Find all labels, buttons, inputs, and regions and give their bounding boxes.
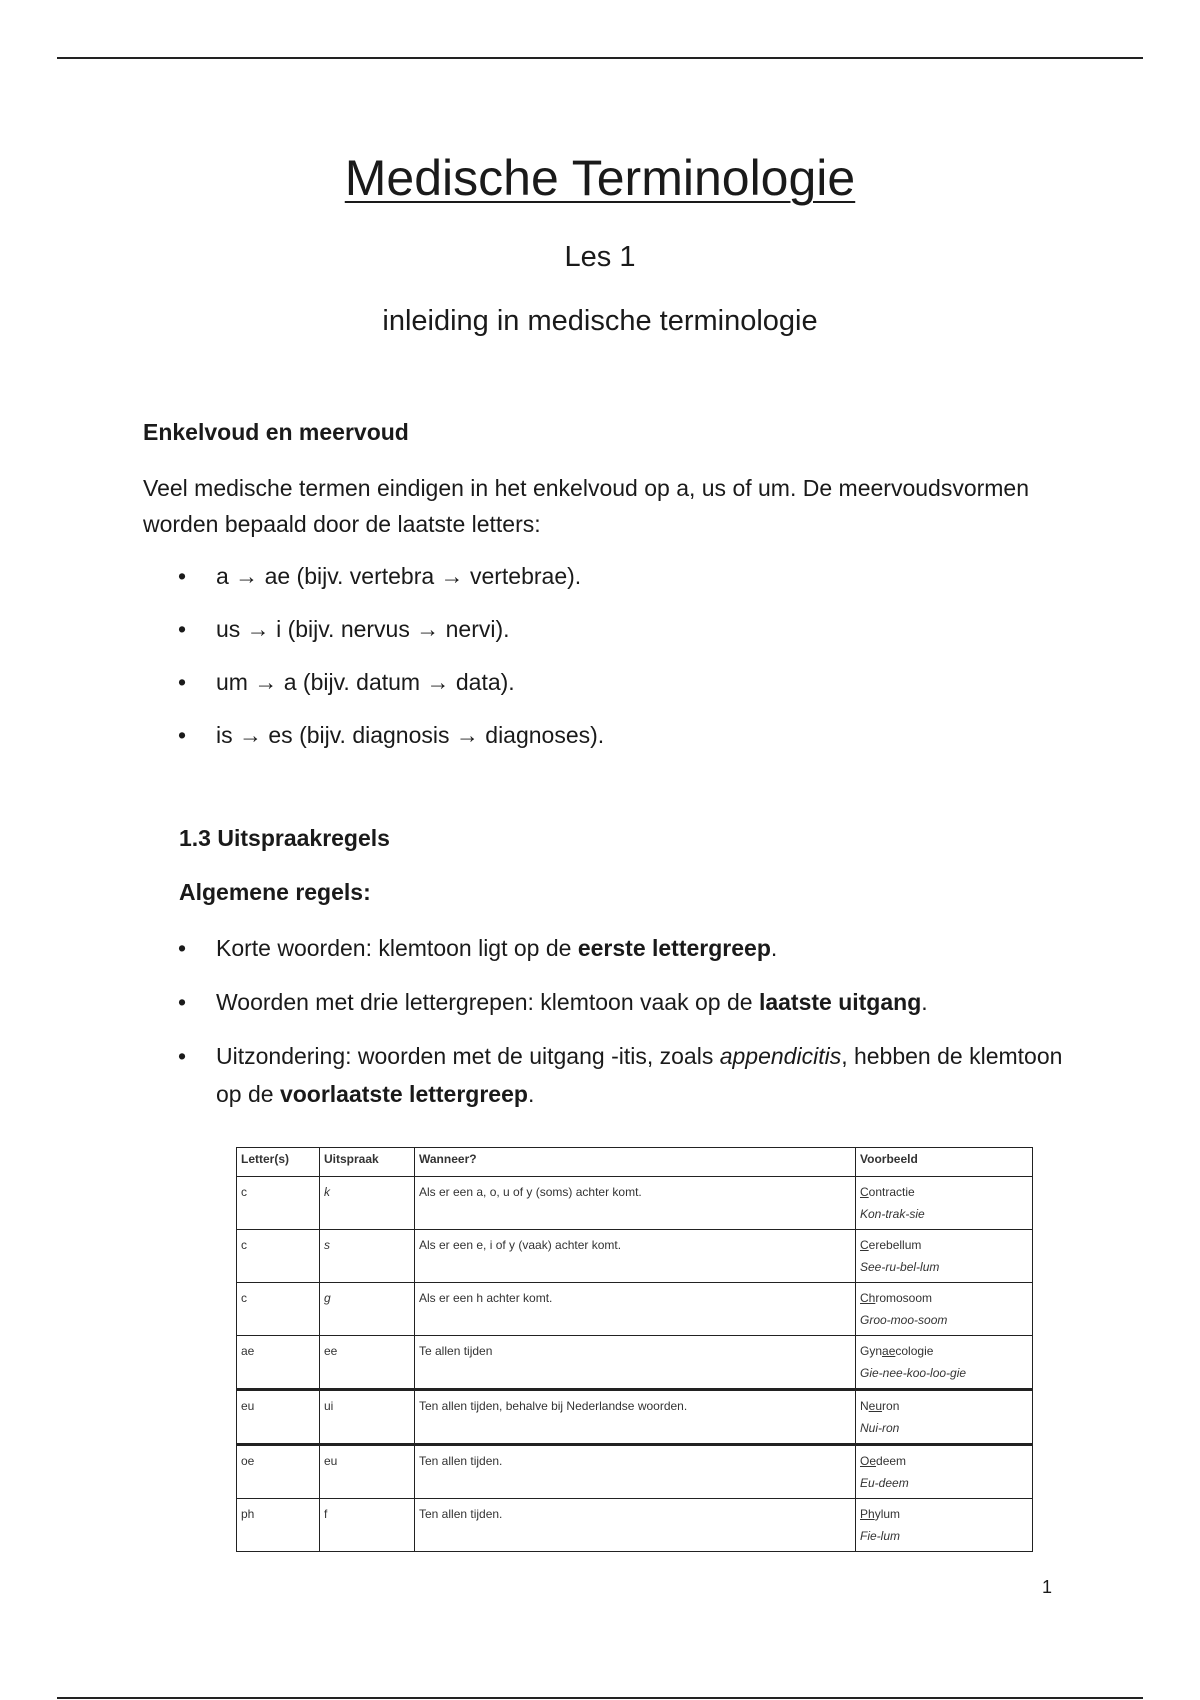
column-header: Wanneer?: [415, 1148, 856, 1177]
page-subtitle: inleiding in medische terminologie: [382, 305, 818, 337]
page-number: 1: [1042, 1577, 1053, 1597]
list-item: • is → es (bijv. diagnosis → diagnoses).: [143, 720, 604, 773]
bottom-rule: [57, 1697, 1143, 1699]
table-row: eu ui Ten allen tijden, behalve bij Nederlandse woorden. Neuron Nui-ron: [237, 1390, 1033, 1445]
table-row: c g Als er een h achter komt. Chromosoom Groo-moo-soom: [237, 1283, 1033, 1336]
list-item: • Korte woorden: klemtoon ligt op de eerste lettergreep.: [143, 929, 1093, 967]
table-row: ph f Ten allen tijden. Phylum Fie-lum: [237, 1499, 1033, 1552]
pronunciation-rules-list: [143, 929, 1093, 1129]
column-header: Voorbeeld: [856, 1148, 1033, 1177]
list-item: • a → ae (bijv. vertebra → vertebrae).: [143, 561, 604, 614]
table-row: c k Als er een a, o, u of y (soms) achter komt. Contractie Kon-trak-sie: [237, 1177, 1033, 1230]
subheading-general-rules: Algemene regels:: [179, 879, 371, 905]
list-item: • Woorden met drie lettergrepen: klemtoon vaak op de laatste uitgang.: [143, 983, 1093, 1021]
lesson-label: Les 1: [564, 241, 636, 273]
table-header-row: [237, 1148, 1033, 1177]
column-header: Letter(s): [237, 1148, 320, 1177]
table-row: ae ee Te allen tijden Gynaecologie Gie-nee-koo-loo-gie: [237, 1336, 1033, 1390]
table-row: oe eu Ten allen tijden. Oedeem Eu-deem: [237, 1445, 1033, 1499]
section-heading-singular-plural: Enkelvoud en meervoud: [143, 419, 409, 445]
page-title: Medische Terminologie: [344, 150, 856, 206]
column-header: Uitspraak: [320, 1148, 415, 1177]
table-row: c s Als er een e, i of y (vaak) achter komt. Cerebellum See-ru-bel-lum: [237, 1230, 1033, 1283]
top-rule: [57, 57, 1143, 59]
list-item: • us → i (bijv. nervus → nervi).: [143, 614, 604, 667]
plural-rules-list: [143, 561, 604, 773]
section-heading-pronunciation: 1.3 Uitspraakregels: [179, 825, 390, 851]
list-item: • um → a (bijv. datum → data).: [143, 667, 604, 720]
intro-paragraph: Veel medische termen eindigen in het enkelvoud op a, us of um. De meervoudsvormen worden bepaald door de laatste letters:: [143, 475, 1030, 537]
list-item: • Uitzondering: woorden met de uitgang -itis, zoals appendicitis, hebben de klemtoon op de voorlaatste lettergreep.: [143, 1037, 1093, 1113]
pronunciation-table: [236, 1147, 1033, 1552]
